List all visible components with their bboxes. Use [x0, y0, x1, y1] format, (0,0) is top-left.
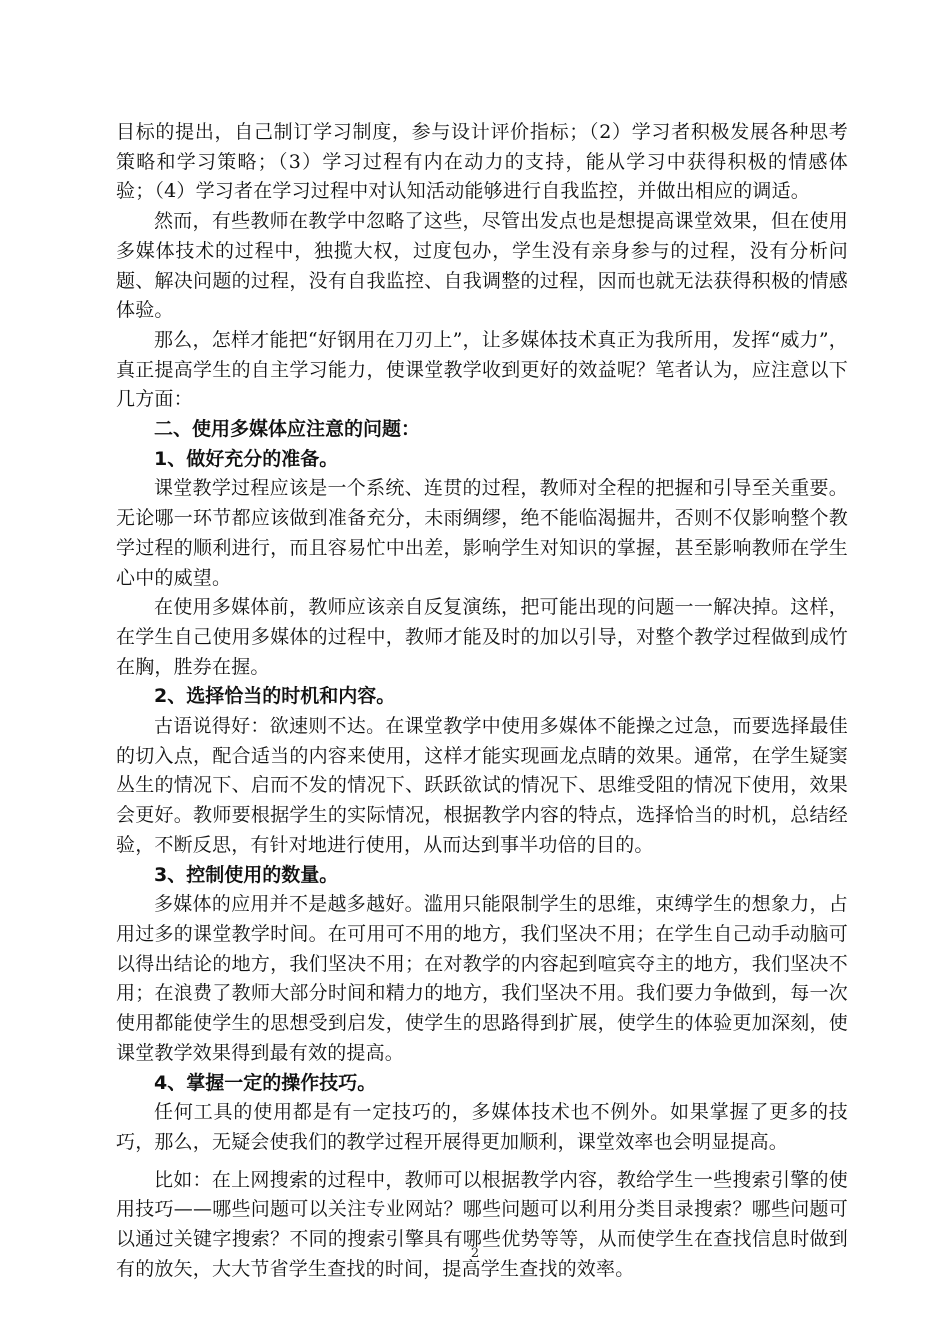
- paragraph-continuation: 目标的提出，自己制订学习制度，参与设计评价指标；（2）学习者积极发展各种思考策略和学习策略；（3）学习过程有内在动力的支持，能从学习中获得积极的情感体验；（4）学习者在学习过程中对认知活动能够进行自我监控，并做出相应的调适。: [116, 121, 848, 203]
- subheading-3: 3、控制使用的数量。: [154, 863, 339, 886]
- subheading-4: 4、掌握一定的操作技巧。: [154, 1071, 377, 1094]
- paragraph-teacher-neglect: 然而，有些教师在教学中忽略了这些，尽管出发点也是想提高课堂效果，但在使用多媒体技术的过程中，独揽大权，过度包办，学生没有亲身参与的过程，没有分析问题、解决问题的过程，没有自我监控、自我调整的过程，因而也就无法获得积极的情感体验。: [116, 210, 848, 322]
- page-number: 2: [470, 1246, 480, 1261]
- paragraph-preparation: 课堂教学过程应该是一个系统、连贯的过程，教师对全程的把握和引导至关重要。无论哪一环节都应该做到准备充分，未雨绸缪，绝不能临渴掘井，否则不仅影响整个教学过程的顺利进行，而且容易忙中出差，影响学生对知识的掌握，甚至影响教师在学生心中的威望。: [116, 477, 848, 589]
- paragraph-how-to: 那么，怎样才能把“好钢用在刀刃上”，让多媒体技术真正为我所用，发挥“威力”，真正提高学生的自主学习能力，使课堂教学收到更好的效益呢？笔者认为，应注意以下几方面：: [116, 328, 848, 411]
- paragraph-quantity: 多媒体的应用并不是越多越好。滥用只能限制学生的思维，束缚学生的想象力，占用过多的课堂教学时间。在可用可不用的地方，我们坚决不用；在学生自己动手动脑可以得出结论的地方，我们坚决不用；在对教学的内容起到喧宾夺主的地方，我们坚决不用；在浪费了教师大部分时间和精力的地方，我们坚决不用。我们要力争做到，每一次使用都能使学生的思想受到启发，使学生的思路得到扩展，使学生的体验更加深刻，使课堂教学效果得到最有效的提高。: [116, 893, 848, 1064]
- paragraph-timing: 古语说得好：欲速则不达。在课堂教学中使用多媒体不能操之过急，而要选择最佳的切入点，配合适当的内容来使用，这样才能实现画龙点睛的效果。通常，在学生疑窦丛生的情况下、启而不发的情况下、跃跃欲试的情况下、思维受阻的情况下使用，效果会更好。教师要根据学生的实际情况，根据教学内容的特点，选择恰当的时机，总结经验，不断反思，有针对地进行使用，从而达到事半功倍的目的。: [116, 715, 848, 856]
- paragraph-example: 比如：在上网搜索的过程中，教师可以根据教学内容，教给学生一些搜索引擎的使用技巧——哪些问题可以关注专业网站？哪些问题可以利用分类目录搜索？哪些问题可以通过关键字搜索？不同的搜索引擎具有哪些优势等等，从而使学生在查找信息时做到有的放矢，大大节省学生查找的时间，提高学生查找的效率。: [116, 1168, 848, 1280]
- subheading-1: 1、做好充分的准备。: [154, 447, 339, 470]
- paragraph-skills: 任何工具的使用都是有一定技巧的，多媒体技术也不例外。如果掌握了更多的技巧，那么，无疑会使我们的教学过程开展得更加顺利，课堂效率也会明显提高。: [116, 1101, 848, 1153]
- document-body: [116, 118, 848, 1284]
- subheading-2: 2、选择恰当的时机和内容。: [154, 685, 396, 708]
- section-heading: 二、使用多媒体应注意的问题：: [154, 418, 421, 441]
- paragraph-rehearsal: 在使用多媒体前，教师应该亲自反复演练，把可能出现的问题一一解决掉。这样，在学生自己使用多媒体的过程中，教师才能及时的加以引导，对整个教学过程做到成竹在胸，胜券在握。: [116, 596, 848, 678]
